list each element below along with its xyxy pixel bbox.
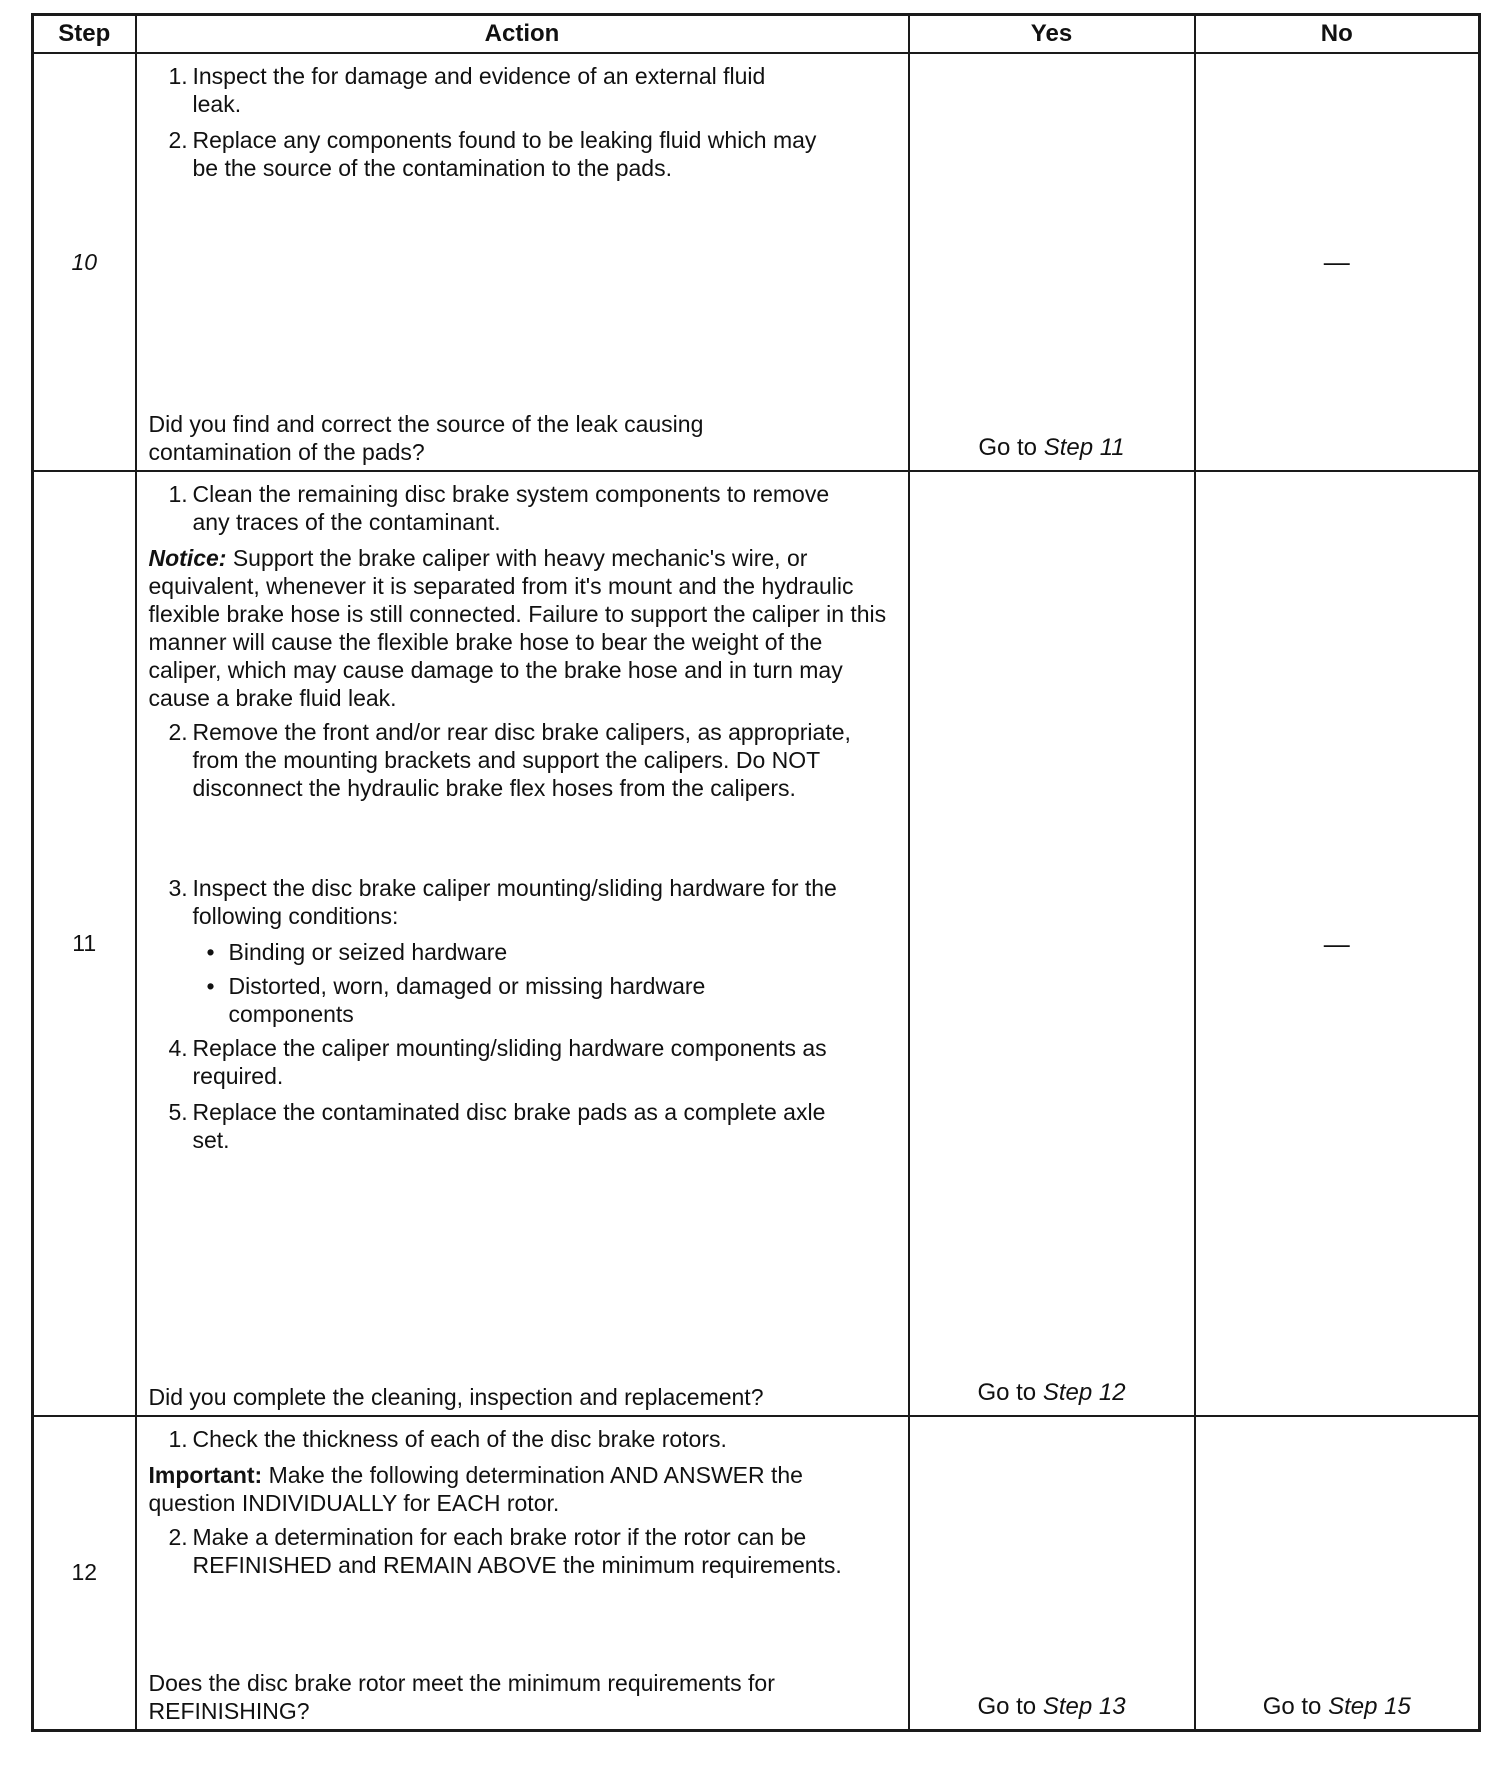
item-number: 1. (168, 63, 188, 89)
goto-label: Go to (977, 1379, 1037, 1406)
question-text: Does the disc brake rotor meet the minimum requirements for REFINISHING? (148, 1669, 775, 1724)
item-number: 2. (168, 719, 188, 745)
step-number: 11 (33, 471, 136, 1416)
step-number: 12 (33, 1416, 136, 1730)
step-number: 10 (33, 53, 136, 471)
goto-label: Go to (1262, 1692, 1322, 1720)
header-step: Step (33, 15, 136, 54)
table-row (33, 1416, 1480, 1730)
item-text: Check the thickness of each of the disc brake rotors. (192, 1426, 727, 1452)
table-row (33, 471, 1480, 1416)
no-cell (1195, 471, 1480, 1416)
list-item (137, 718, 908, 802)
header-yes: Yes (909, 15, 1195, 54)
no-goto (1196, 1693, 1479, 1721)
item-number: 5. (168, 1099, 188, 1125)
item-text: Replace the contaminated disc brake pads as a complete axle set. (192, 1099, 826, 1153)
item-text: Replace any components found to be leaking fluid which may be the source of the contamination to the pads. (192, 127, 817, 181)
item-text: Remove the front and/or rear disc brake calipers, as appropriate, from the mounting brackets and support the calipers. Do NOT disconnect the hydraulic brake flex hoses from the calipers. (192, 719, 851, 801)
item-number: 2. (168, 127, 188, 153)
important-paragraph (137, 1461, 908, 1517)
item-number: 4. (168, 1035, 188, 1061)
question-text: Did you find and correct the source of the leak causing contamination of the pads? (148, 411, 704, 465)
action-cell (136, 53, 909, 471)
bullet-dot: • (206, 973, 215, 999)
bullet-text: Distorted, worn, damaged or missing hardware components (228, 973, 706, 1027)
yes-cell (909, 471, 1195, 1416)
yes-goto (910, 1693, 1194, 1721)
bullet-item (137, 972, 908, 1028)
header-no: No (1195, 15, 1480, 54)
item-text: Inspect the disc brake caliper mounting/sliding hardware for the following conditions: (192, 875, 837, 929)
goto-label: Go to (978, 434, 1038, 461)
goto-step: Step 11 (1043, 434, 1125, 461)
no-dash: — (1323, 928, 1350, 958)
item-number: 1. (168, 481, 188, 507)
item-text: Make a determination for each brake rotor if the rotor can be REFINISHED and REMAIN ABOVE the minimum requirements. (192, 1524, 842, 1578)
important-text: Make the following determination AND ANSWER the question INDIVIDUALLY for EACH rotor. (148, 1462, 803, 1516)
list-item (137, 480, 908, 536)
yes-goto (910, 1379, 1194, 1407)
list-item (137, 1034, 908, 1090)
list-item (137, 874, 908, 930)
list-item (137, 1098, 908, 1154)
item-number: 1. (168, 1426, 188, 1452)
item-text: Clean the remaining disc brake system components to remove any traces of the contaminant. (192, 481, 830, 535)
yes-cell (909, 53, 1195, 471)
item-text: Inspect the for damage and evidence of an external fluid leak. (192, 63, 766, 117)
header-action: Action (136, 15, 909, 54)
action-cell (136, 471, 909, 1416)
yes-cell (909, 1416, 1195, 1730)
important-label: Important: (148, 1462, 263, 1488)
question-text: Did you complete the cleaning, inspection and replacement? (148, 1384, 764, 1410)
notice-paragraph (137, 544, 908, 712)
no-dash: — (1323, 246, 1350, 277)
no-cell (1195, 53, 1480, 471)
goto-step: Step 13 (1042, 1692, 1126, 1720)
list-item (137, 62, 908, 118)
list-item (137, 1425, 908, 1453)
item-number: 2. (168, 1524, 188, 1550)
no-cell (1195, 1416, 1480, 1730)
bullet-item (137, 938, 908, 966)
notice-label: Notice: (148, 545, 227, 571)
bullet-dot: • (206, 939, 215, 965)
header-row (33, 15, 1480, 54)
notice-text: Support the brake caliper with heavy mechanic's wire, or equivalent, whenever it is separated from it's mount and the hydraulic flexible brake hose is still connected. Failure to support the caliper in this manner will cause the flexible brake hose to bear the weight of the caliper, which may cause damage to the brake hose and in turn may cause a brake fluid leak. (148, 545, 887, 711)
list-item (137, 1523, 908, 1579)
item-number: 3. (168, 875, 188, 901)
item-text: Replace the caliper mounting/sliding hardware components as required. (192, 1035, 827, 1089)
diagnostic-table (31, 13, 1481, 1732)
goto-step: Step 12 (1042, 1379, 1126, 1406)
goto-step: Step 15 (1328, 1692, 1411, 1720)
bullet-text: Binding or seized hardware (228, 939, 508, 965)
goto-label: Go to (977, 1692, 1037, 1720)
yes-goto (910, 434, 1194, 462)
action-cell (136, 1416, 909, 1730)
table-row (33, 53, 1480, 471)
list-item (137, 126, 908, 182)
